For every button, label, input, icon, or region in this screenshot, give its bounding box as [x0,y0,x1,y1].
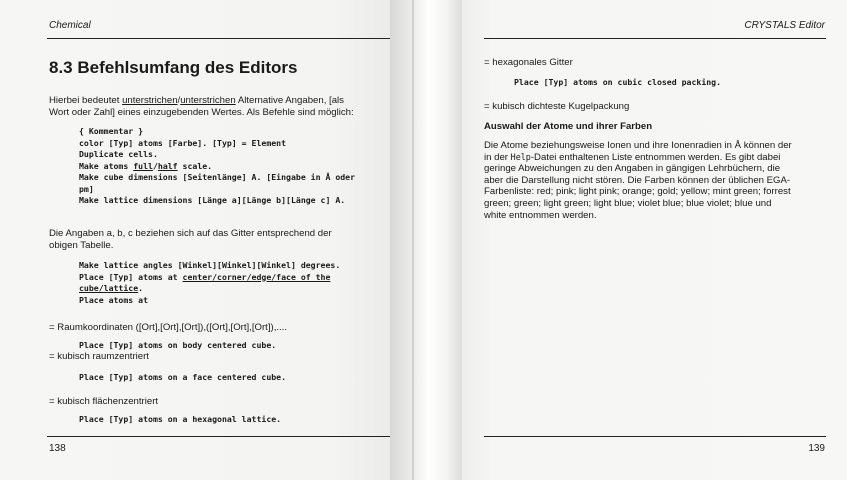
colors-paragraph [484,140,829,221]
paragraph-text: -Datei enthaltenen Liste entnommen werden. Es gibt dabei [530,151,781,163]
code-line: Make lattice dimensions [Länge a][Länge b][Länge c] A. [79,195,346,205]
kubisch-raumzentriert-line: = kubisch raumzentriert [49,351,149,362]
section-title: 8.3 Befehlsumfang des Editors [49,58,298,77]
code-body-centered: Place [Typ] atoms on body centered cube. [79,340,277,350]
paragraph-line: green; green; light green; light blue; violet blue; blue violet; blue und [484,197,772,209]
code-cubic-closed: Place [Typ] atoms on cubic closed packing. [514,77,722,87]
paragraph-line: obigen Tabelle. [49,239,114,251]
running-header-right: CRYSTALS Editor [744,20,825,31]
page-number-right: 139 [808,443,825,454]
code-text: Place [Typ] atoms at [79,271,183,282]
code-hexagonal: Place [Typ] atoms on a hexagonal lattice. [79,414,282,424]
intro-line-2: Wort oder Zahl] eines einzugebenden Wertes. Als Befehle sind möglich: [49,106,354,118]
code-line: Make lattice angles [Winkel][Winkel][Winkel] degrees. [79,260,341,270]
intro-underline-1: unterstrichen [122,95,178,106]
paragraph-line: Die Atome beziehungsweise Ionen und ihre Ionenradien in Å können der [484,140,792,151]
footer-rule-right [484,436,826,437]
paragraph-line: aber die Darstellung nicht stören. Die Farben können der üblichen EGA- [484,174,791,186]
right-page [462,0,847,480]
intro-paragraph [49,95,389,118]
code-line [79,272,340,284]
intro-underline-2: unterstrichen [180,95,236,106]
running-header-left: Chemical [49,20,91,31]
header-rule-left [47,38,390,39]
kubisch-flaechenzentriert-line: = kubisch flächenzentriert [49,396,159,407]
hexagonal-line: = hexagonales Gitter [484,57,573,68]
code-text: . [138,283,144,293]
paragraph-text: in der [484,151,511,163]
raumkoordinaten-line: = Raumkoordinaten ([Ort],[Ort],[Ort]),([Ort],[Ort],[Ort]),.... [49,322,288,333]
code-text: Make atoms [79,160,134,171]
code-underline: half [157,160,178,171]
intro-text-1: Hierbei bedeutet [49,95,123,106]
book-gutter [390,0,462,480]
paragraph-line: Die Angaben a, b, c beziehen sich auf das Gitter entsprechend der [49,228,332,239]
page-number-left: 138 [49,443,66,454]
paragraph-line: white entnommen werden. [484,209,597,221]
code-underline: cube/lattice [79,283,139,293]
code-block-2 [79,260,340,306]
intro-text-2: Alternative Angaben, [als [235,95,344,106]
code-block-1 [79,126,355,207]
paragraph-line [484,152,829,164]
code-line: Make cube dimensions [Seitenlänge] A. [Eingabe in Å oder [79,172,356,182]
paragraph-line: geringe Abweichungen zu den Angaben in gängigen Lehrbüchern, die [484,163,781,175]
code-line [79,283,340,295]
intro-sep: / [177,95,181,106]
kubisch-dichteste-line: = kubisch dichteste Kugelpackung [484,101,630,112]
code-underline: center/corner/edge/face of the [182,271,331,282]
footer-rule-left [47,436,390,437]
code-line: Duplicate cells. [79,149,158,159]
code-underline: full [133,160,153,171]
code-line: Place atoms at [79,294,149,305]
left-page [0,0,390,480]
code-line: pm] [79,183,94,194]
help-file-name: Help [510,151,531,162]
code-line [79,161,355,173]
subsection-heading: Auswahl der Atome und ihrer Farben [484,121,653,132]
header-rule-right [484,38,826,39]
code-face-centered: Place [Typ] atoms on a face centered cube. [79,372,287,382]
gutter-strip [412,0,414,480]
paragraph-line: Farbenliste: red; pink; light pink; orange; gold; yellow; mint green; forrest [484,186,791,198]
code-line: { Kommentar } [79,126,144,136]
code-text: scale. [177,160,213,171]
code-line: color [Typ] atoms [Farbe]. [Typ] = Element [79,137,287,148]
lattice-paragraph [49,228,389,251]
code-sep: / [152,160,158,171]
